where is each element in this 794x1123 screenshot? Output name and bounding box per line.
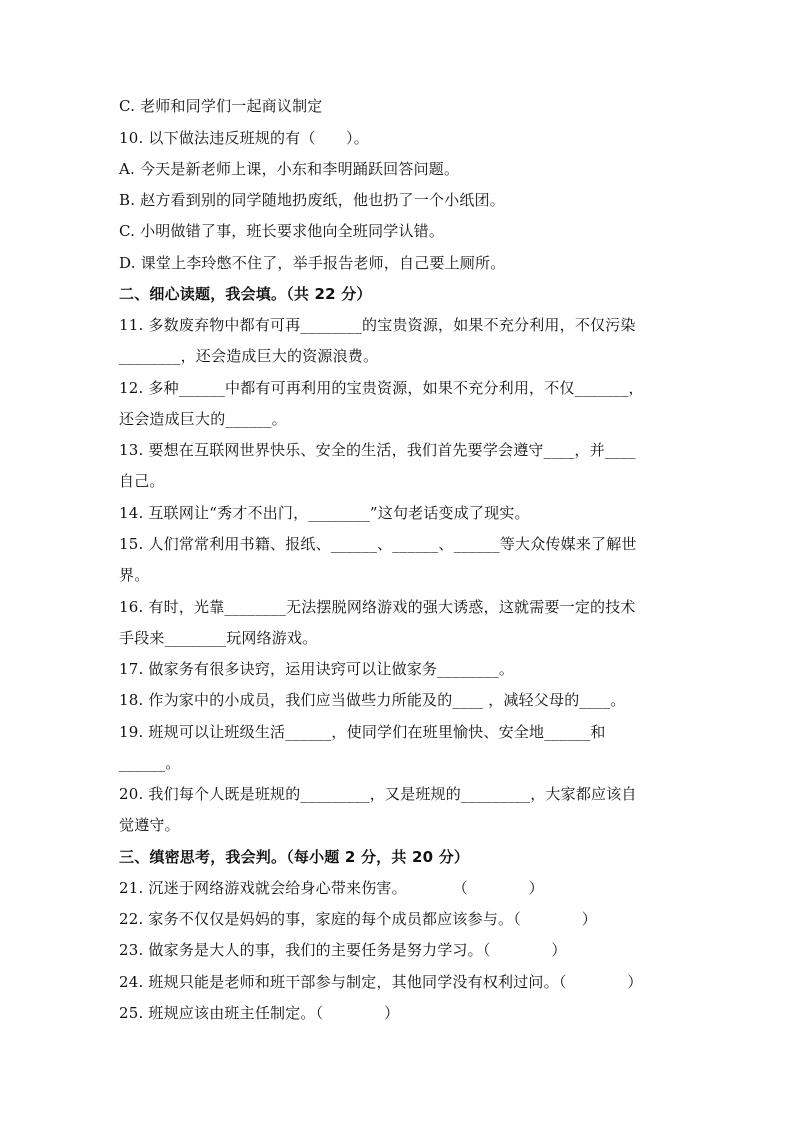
question-16-continued: 手段来________玩网络游戏。 xyxy=(119,629,318,647)
question-15-continued: 界。 xyxy=(119,566,150,584)
question-12: 12. 多种______中都有可再利用的宝贵资源，如果不充分利用，不仅_______， xyxy=(119,379,644,397)
question-19-continued: ______。 xyxy=(119,754,181,772)
question-20: 20. 我们每个人既是班规的_________，又是班规的_________，大家都应该自 xyxy=(119,785,637,803)
question-16: 16. 有时，光靠________无法摆脱网络游戏的强大诱惑，这就需要一定的技术 xyxy=(119,598,636,616)
question-19: 19. 班规可以让班级生活______，使同学们在班里愉快、安全地______和 xyxy=(119,723,606,741)
section-heading-true-false: 三、缜密思考，我会判。（每小题 2 分，共 20 分） xyxy=(119,848,470,866)
option-a-question-10: A. 今天是新老师上课，小东和李明踊跃回答问题。 xyxy=(119,160,460,178)
question-13-continued: 自己。 xyxy=(119,472,165,490)
option-b-question-10: B. 赵方看到别的同学随地扔废纸，他也扔了一个小纸团。 xyxy=(119,191,505,209)
question-21: 21. 沉迷于网络游戏就会给身心带来伤害。 （ ） xyxy=(119,879,544,897)
question-11: 11. 多数废弃物中都有可再________的宝贵资源，如果不充分利用，不仅污染 xyxy=(119,316,636,334)
option-d-question-10: D. 课堂上李玲憋不住了，举手报告老师，自己要上厕所。 xyxy=(119,254,506,272)
question-13: 13. 要想在互联网世界快乐、安全的生活，我们首先要学会遵守____，并____ xyxy=(119,441,636,459)
question-20-continued: 觉遵守。 xyxy=(119,816,180,834)
question-24: 24. 班规只能是老师和班干部参与制定，其他同学没有权利过问。（ ） xyxy=(119,973,643,991)
question-18: 18. 作为家中的小成员，我们应当做些力所能及的____ ，减轻父母的____。 xyxy=(119,691,626,709)
question-22: 22. 家务不仅仅是妈妈的事，家庭的每个成员都应该参与。（ ） xyxy=(119,910,597,928)
question-12-continued: 还会造成巨大的______。 xyxy=(119,410,287,428)
question-15: 15. 人们常常利用书籍、报纸、______、______、______等大众传媒来了解世 xyxy=(119,535,637,553)
question-25: 25. 班规应该由班主任制定。（ ） xyxy=(119,1004,400,1022)
section-heading-fill-in: 二、细心读题，我会填。（共 22 分） xyxy=(119,285,372,303)
option-c-question-10: C. 小明做错了事，班长要求他向全班同学认错。 xyxy=(119,222,445,240)
question-23: 23. 做家务是大人的事，我们的主要任务是努力学习。（ ） xyxy=(119,941,567,959)
question-10: 10. 以下做法违反班规的有（ ）。 xyxy=(119,129,369,147)
option-c-question-9: C. 老师和同学们一起商议制定 xyxy=(119,97,323,115)
question-17: 17. 做家务有很多诀窍，运用诀窍可以让做家务________。 xyxy=(119,660,515,678)
question-11-continued: ________，还会造成巨大的资源浪费。 xyxy=(119,347,379,365)
question-14: 14. 互联网让“秀才不出门，________”这句老话变成了现实。 xyxy=(119,504,530,522)
